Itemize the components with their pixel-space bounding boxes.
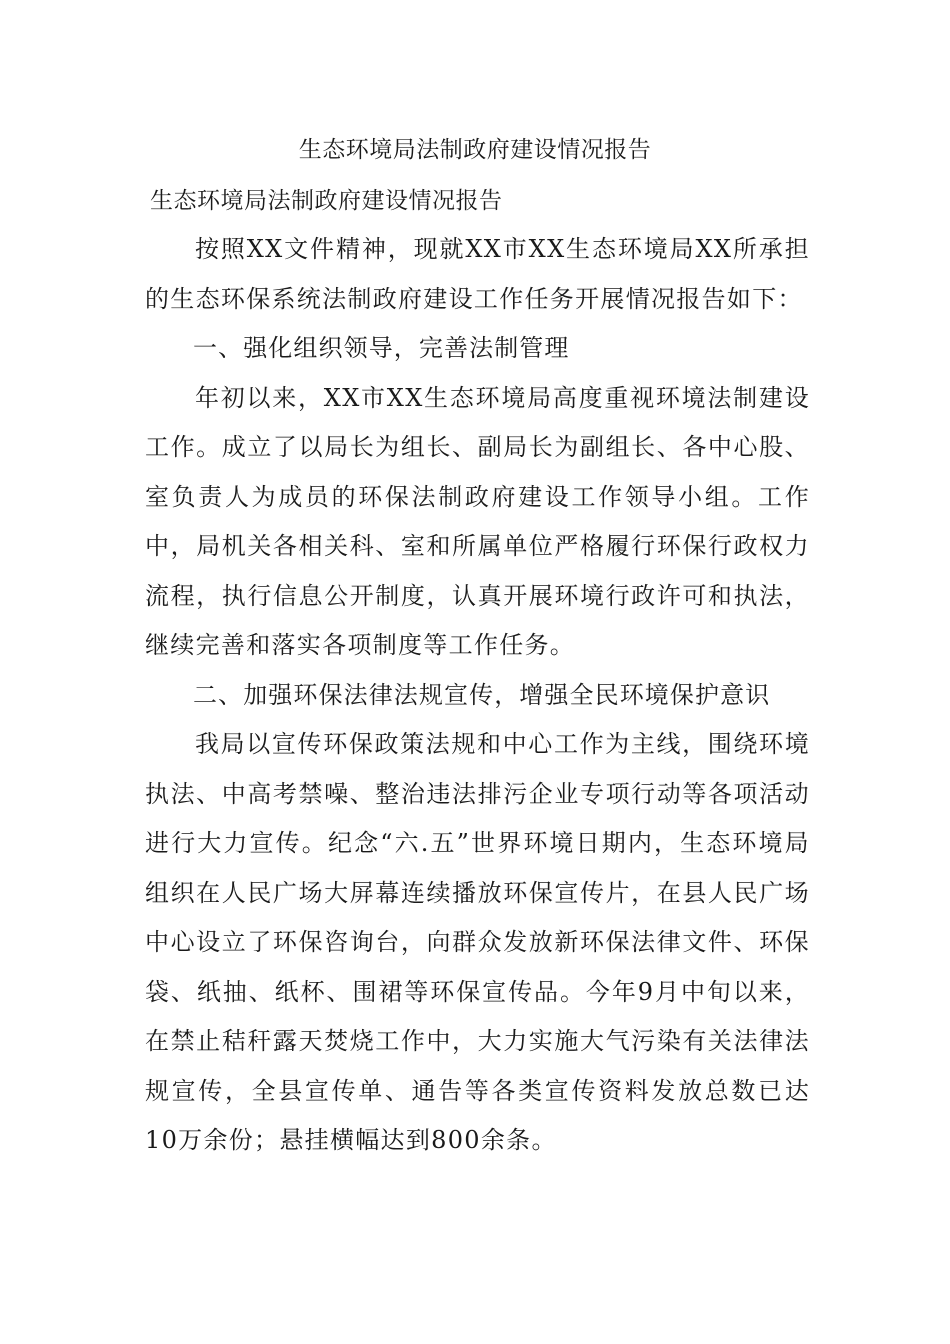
intro-paragraph: 按照XX文件精神，现就XX市XX生态环境局XX所承担的生态环保系统法制政府建设工作任务开展情况报告如下： xyxy=(145,235,810,313)
section-1-paragraph: 年初以来，XX市XX生态环境局高度重视环境法制建设工作。成立了以局长为组长、副局长为副组长、各中心股、室负责人为成员的环保法制政府建设工作领导小组。工作中，局机关各相关科、室和所属单位严格履行环保行政权力流程，执行信息公开制度，认真开展环境行政许可和执法，继续完善和落实各项制度等工作任务。 xyxy=(145,383,810,659)
section-2-paragraph: 我局以宣传环保政策法规和中心工作为主线，围绕环境执法、中高考禁噪、整治违法排污企业专项行动等各项活动进行大力宣传。纪念“六.五”世界环境日期内，生态环境局组织在人民广场大屏幕连续播放环保宣传片，在县人民广场中心设立了环保咨询台，向群众发放新环保法律文件、环保袋、纸抽、纸杯、围裙等环保宣传品。今年9月中旬以来，在禁止秸秆露天焚烧工作中，大力实施大气污染有关法律法规宣传，全县宣传单、通告等各类宣传资料发放总数已达10万余份；悬挂横幅达到800余条。 xyxy=(145,730,810,1154)
document-subtitle: 生态环境局法制政府建设情况报告 xyxy=(150,188,503,214)
section-1-heading: 一、强化组织领导，完善法制管理 xyxy=(193,334,570,362)
document-body xyxy=(145,225,810,1166)
section-2-heading: 二、加强环保法律法规宣传，增强全民环境保护意识 xyxy=(193,680,771,709)
document-title: 生态环境局法制政府建设情况报告 xyxy=(298,137,652,163)
